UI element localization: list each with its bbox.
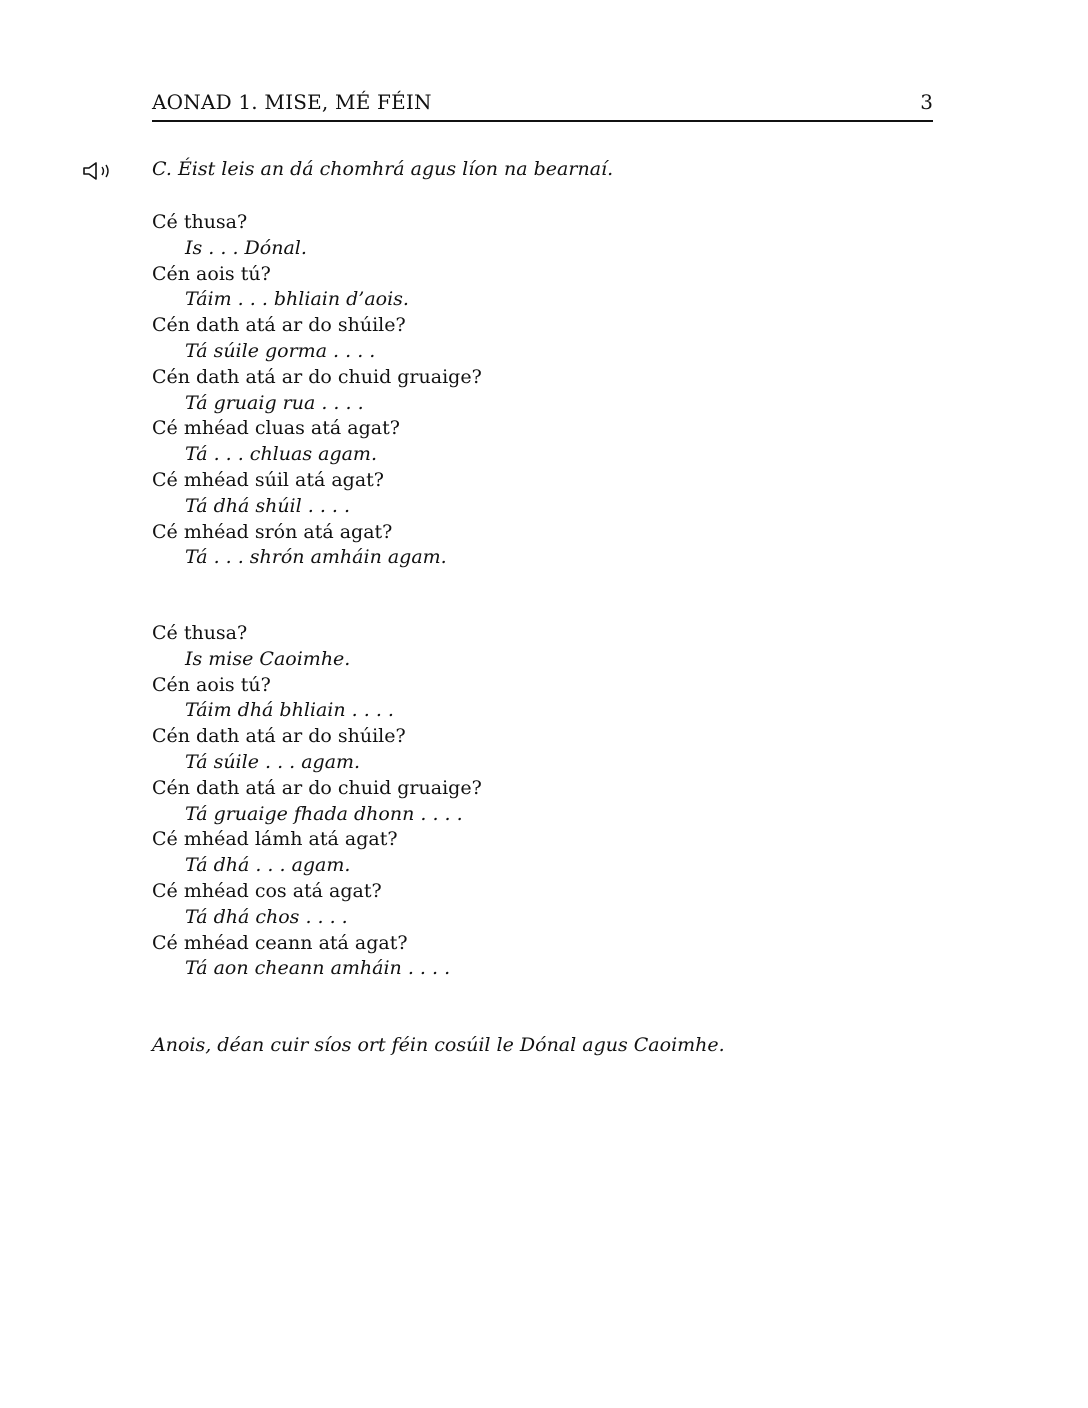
answer-line: Tá . . . chluas agam. bbox=[185, 443, 377, 466]
answer-line: Tá súile gorma . . . . bbox=[185, 339, 376, 362]
question-line: Cé thusa? bbox=[152, 211, 248, 233]
question-line: Cén dath atá ar do chuid gruaige? bbox=[152, 776, 482, 799]
answer-line: Tá dhá chos . . . . bbox=[185, 905, 348, 928]
answer-line: Tá gruaig rua . . . . bbox=[185, 391, 364, 414]
answer-line: Tá aon cheann amháin . . . . bbox=[185, 957, 451, 980]
question-line: Cé mhéad cos atá agat? bbox=[152, 879, 382, 902]
answer-line: Is mise Caoimhe. bbox=[185, 647, 351, 670]
running-title: AONAD 1. MISE, MÉ FÉIN bbox=[152, 90, 432, 114]
question-line: Cén dath atá ar do shúile? bbox=[152, 314, 406, 337]
dialogue-donal bbox=[152, 210, 852, 571]
page-header bbox=[152, 90, 933, 122]
dialogue-caoimhe bbox=[152, 621, 852, 982]
answer-line: Tá súile . . . agam. bbox=[185, 750, 361, 773]
answer-line: Táim . . . bhliain d’aois. bbox=[185, 288, 409, 311]
question-line: Cé thusa? bbox=[152, 622, 248, 644]
question-line: Cén aois tú? bbox=[152, 262, 271, 285]
speaker-icon[interactable] bbox=[82, 160, 114, 182]
answer-line: Táim dhá bhliain . . . . bbox=[185, 699, 394, 722]
answer-line: Tá . . . shrón amháin agam. bbox=[185, 546, 447, 569]
question-line: Cé mhéad súil atá agat? bbox=[152, 468, 384, 491]
answer-line: Tá dhá . . . agam. bbox=[185, 854, 351, 877]
page-number: 3 bbox=[920, 90, 933, 114]
answer-line: Is . . . Dónal. bbox=[185, 236, 307, 259]
answer-line: Tá dhá shúil . . . . bbox=[185, 494, 351, 517]
question-line: Cén dath atá ar do shúile? bbox=[152, 725, 406, 748]
answer-line: Tá gruaige fhada dhonn . . . . bbox=[185, 802, 463, 825]
question-line: Cé mhéad cluas atá agat? bbox=[152, 417, 400, 440]
question-line: Cé mhéad ceann atá agat? bbox=[152, 931, 408, 954]
question-line: Cén aois tú? bbox=[152, 673, 271, 696]
question-line: Cén dath atá ar do chuid gruaige? bbox=[152, 365, 482, 388]
question-line: Cé mhéad srón atá agat? bbox=[152, 520, 393, 543]
exercise-instruction: C. Éist leis an dá chomhrá agus líon na bearnaí. bbox=[152, 158, 614, 180]
closing-instruction: Anois, déan cuir síos ort féin cosúil le Dónal agus Caoimhe. bbox=[152, 1034, 725, 1056]
question-line: Cé mhéad lámh atá agat? bbox=[152, 828, 398, 851]
